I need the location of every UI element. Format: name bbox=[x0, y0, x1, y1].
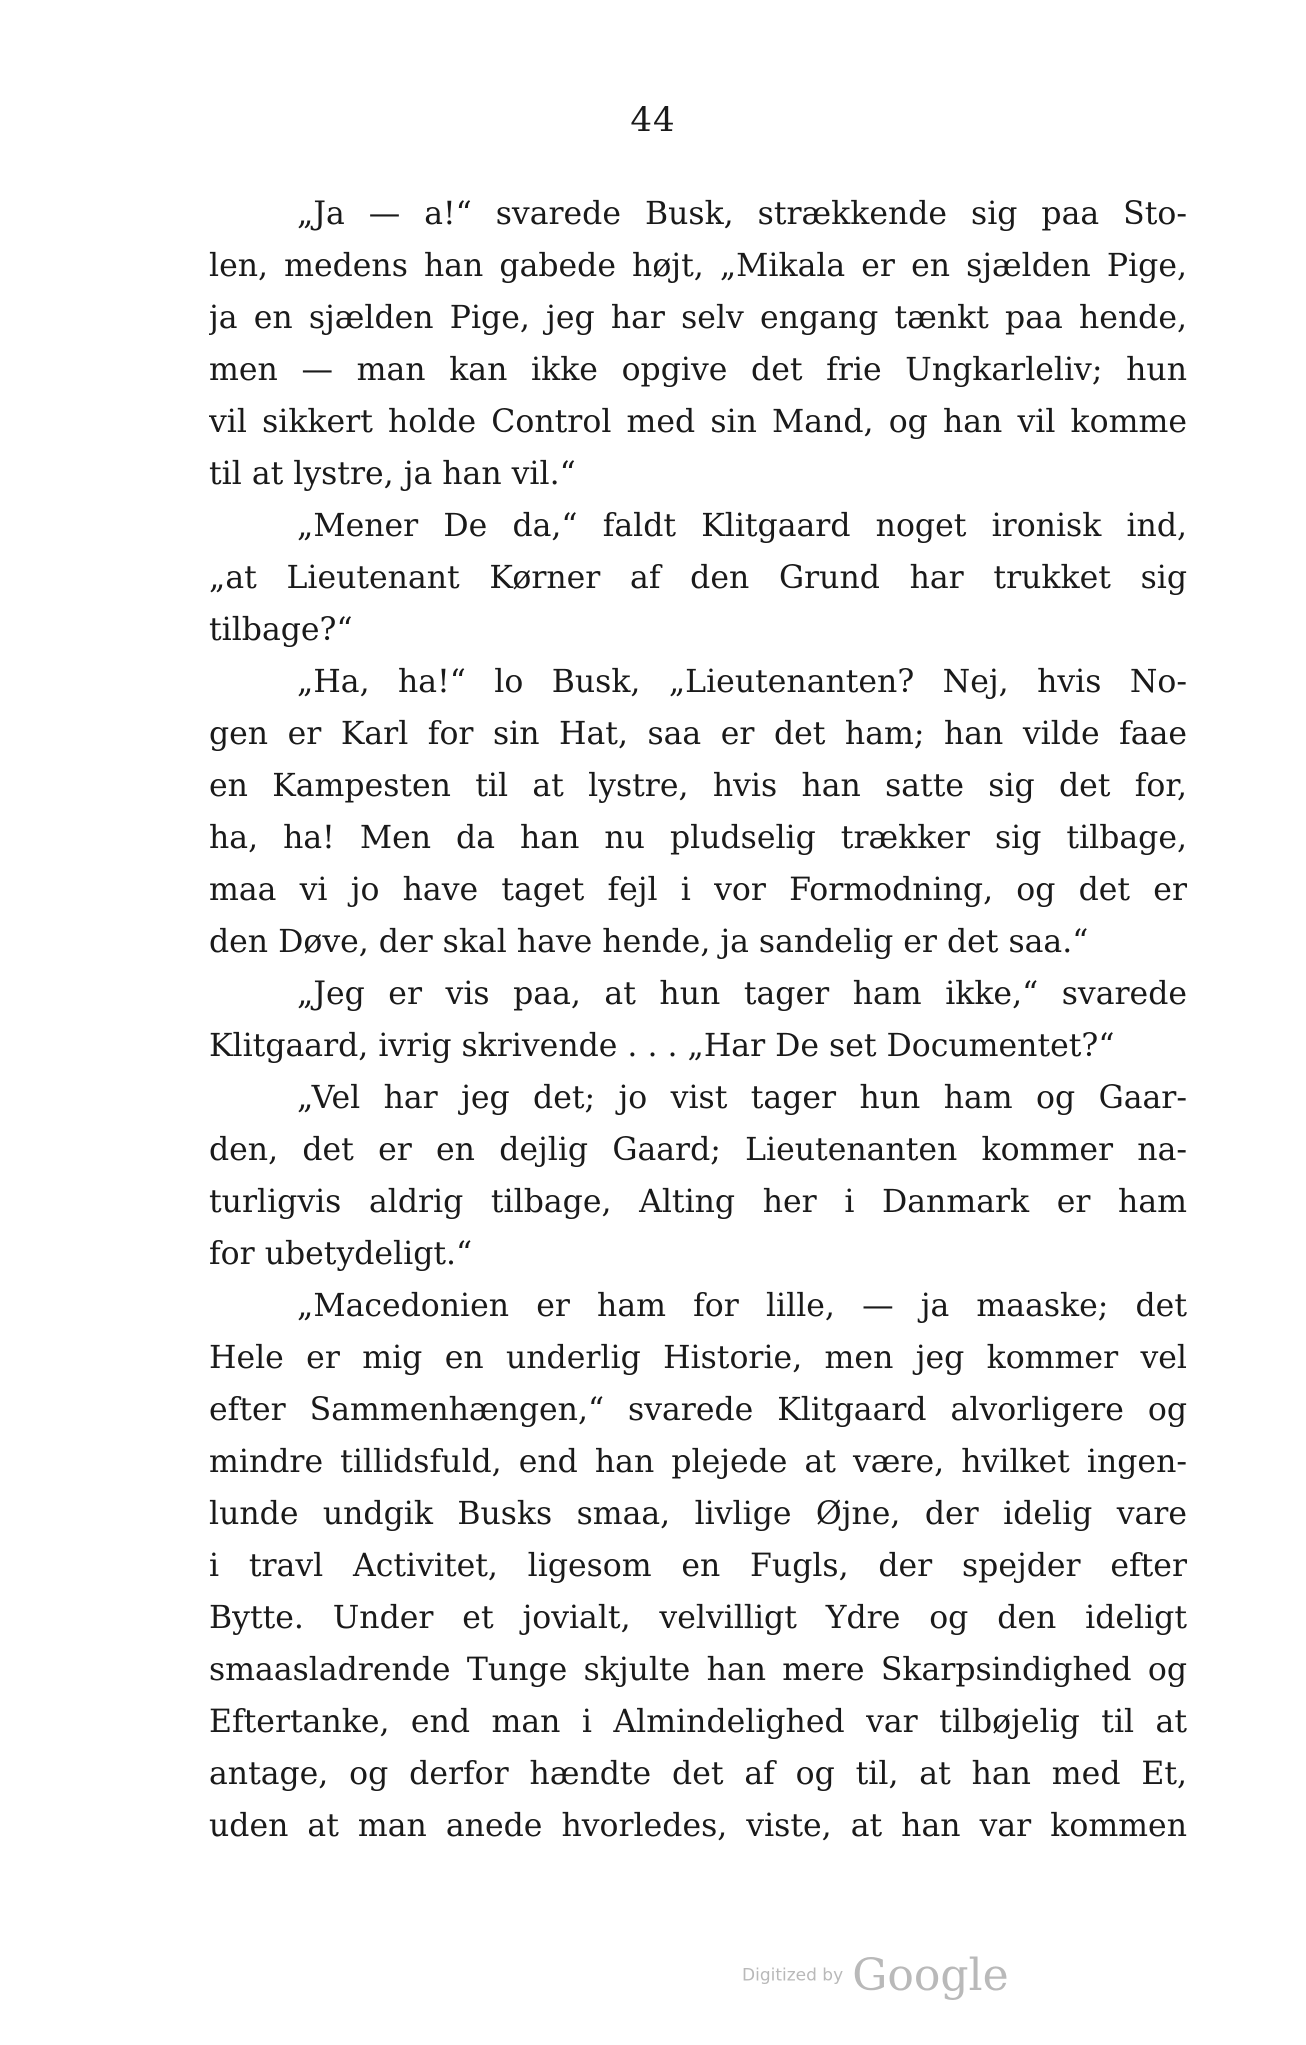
page-number: 44 bbox=[630, 100, 676, 140]
text-line: „Mener De da,“ faldt Klitgaard noget ironisk ind, bbox=[297, 508, 1187, 544]
text-line: tilbage?“ bbox=[209, 612, 353, 648]
text-line: Eftertanke, end man i Almindelighed var tilbøjelig til at bbox=[209, 1704, 1187, 1740]
text-line: vil sikkert holde Control med sin Mand, og han vil komme bbox=[209, 404, 1187, 440]
text-line: „Vel har jeg det; jo vist tager hun ham og Gaar- bbox=[297, 1080, 1187, 1116]
text-line: for ubetydeligt.“ bbox=[209, 1236, 473, 1272]
text-line: maa vi jo have taget fejl i vor Formodning, og det er bbox=[209, 872, 1187, 908]
google-logo: Google bbox=[852, 1950, 1009, 2001]
text-line: den, det er en dejlig Gaard; Lieutenanten kommer na- bbox=[209, 1132, 1187, 1168]
text-line: „Jeg er vis paa, at hun tager ham ikke,“ svarede bbox=[297, 976, 1187, 1012]
text-line: len, medens han gabede højt, „Mikala er en sjælden Pige, bbox=[209, 248, 1187, 284]
body-text bbox=[209, 188, 1187, 1852]
text-line: lunde undgik Busks smaa, livlige Øjne, der idelig vare bbox=[209, 1496, 1187, 1532]
digitized-by-google-watermark bbox=[742, 1950, 1009, 2001]
watermark-prefix: Digitized by bbox=[742, 1965, 844, 1986]
text-line: „Macedonien er ham for lille, — ja maaske; det bbox=[297, 1288, 1187, 1324]
text-line: til at lystre, ja han vil.“ bbox=[209, 456, 576, 492]
text-line: men — man kan ikke opgive det frie Ungkarleliv; hun bbox=[209, 352, 1187, 388]
text-line: mindre tillidsfuld, end han plejede at være, hvilket ingen- bbox=[209, 1444, 1187, 1480]
text-line: efter Sammenhængen,“ svarede Klitgaard alvorligere og bbox=[209, 1392, 1187, 1428]
text-line: „Ha, ha!“ lo Busk, „Lieutenanten? Nej, hvis No- bbox=[297, 664, 1187, 700]
text-line: en Kampesten til at lystre, hvis han satte sig det for, bbox=[209, 768, 1187, 804]
text-line: „at Lieutenant Kørner af den Grund har trukket sig bbox=[209, 560, 1187, 596]
text-line: antage, og derfor hændte det af og til, at han med Et, bbox=[209, 1756, 1187, 1792]
text-line: den Døve, der skal have hende, ja sandelig er det saa.“ bbox=[209, 924, 1089, 960]
text-line: Hele er mig en underlig Historie, men jeg kommer vel bbox=[209, 1340, 1187, 1376]
text-line: Klitgaard, ivrig skrivende . . . „Har De set Documentet?“ bbox=[209, 1028, 1115, 1064]
text-line: ha, ha! Men da han nu pludselig trækker sig tilbage, bbox=[209, 820, 1187, 856]
text-line: turligvis aldrig tilbage, Alting her i Danmark er ham bbox=[209, 1184, 1187, 1220]
text-line: uden at man anede hvorledes, viste, at han var kommen bbox=[209, 1808, 1187, 1844]
text-line: „Ja — a!“ svarede Busk, strækkende sig paa Sto- bbox=[297, 196, 1187, 232]
text-line: ja en sjælden Pige, jeg har selv engang tænkt paa hende, bbox=[209, 300, 1187, 336]
text-line: i travl Activitet, ligesom en Fugls, der spejder efter bbox=[209, 1548, 1187, 1584]
text-line: Bytte. Under et jovialt, velvilligt Ydre og den ideligt bbox=[209, 1600, 1187, 1636]
text-line: gen er Karl for sin Hat, saa er det ham; han vilde faae bbox=[209, 716, 1187, 752]
text-line: smaasladrende Tunge skjulte han mere Skarpsindighed og bbox=[209, 1652, 1187, 1688]
